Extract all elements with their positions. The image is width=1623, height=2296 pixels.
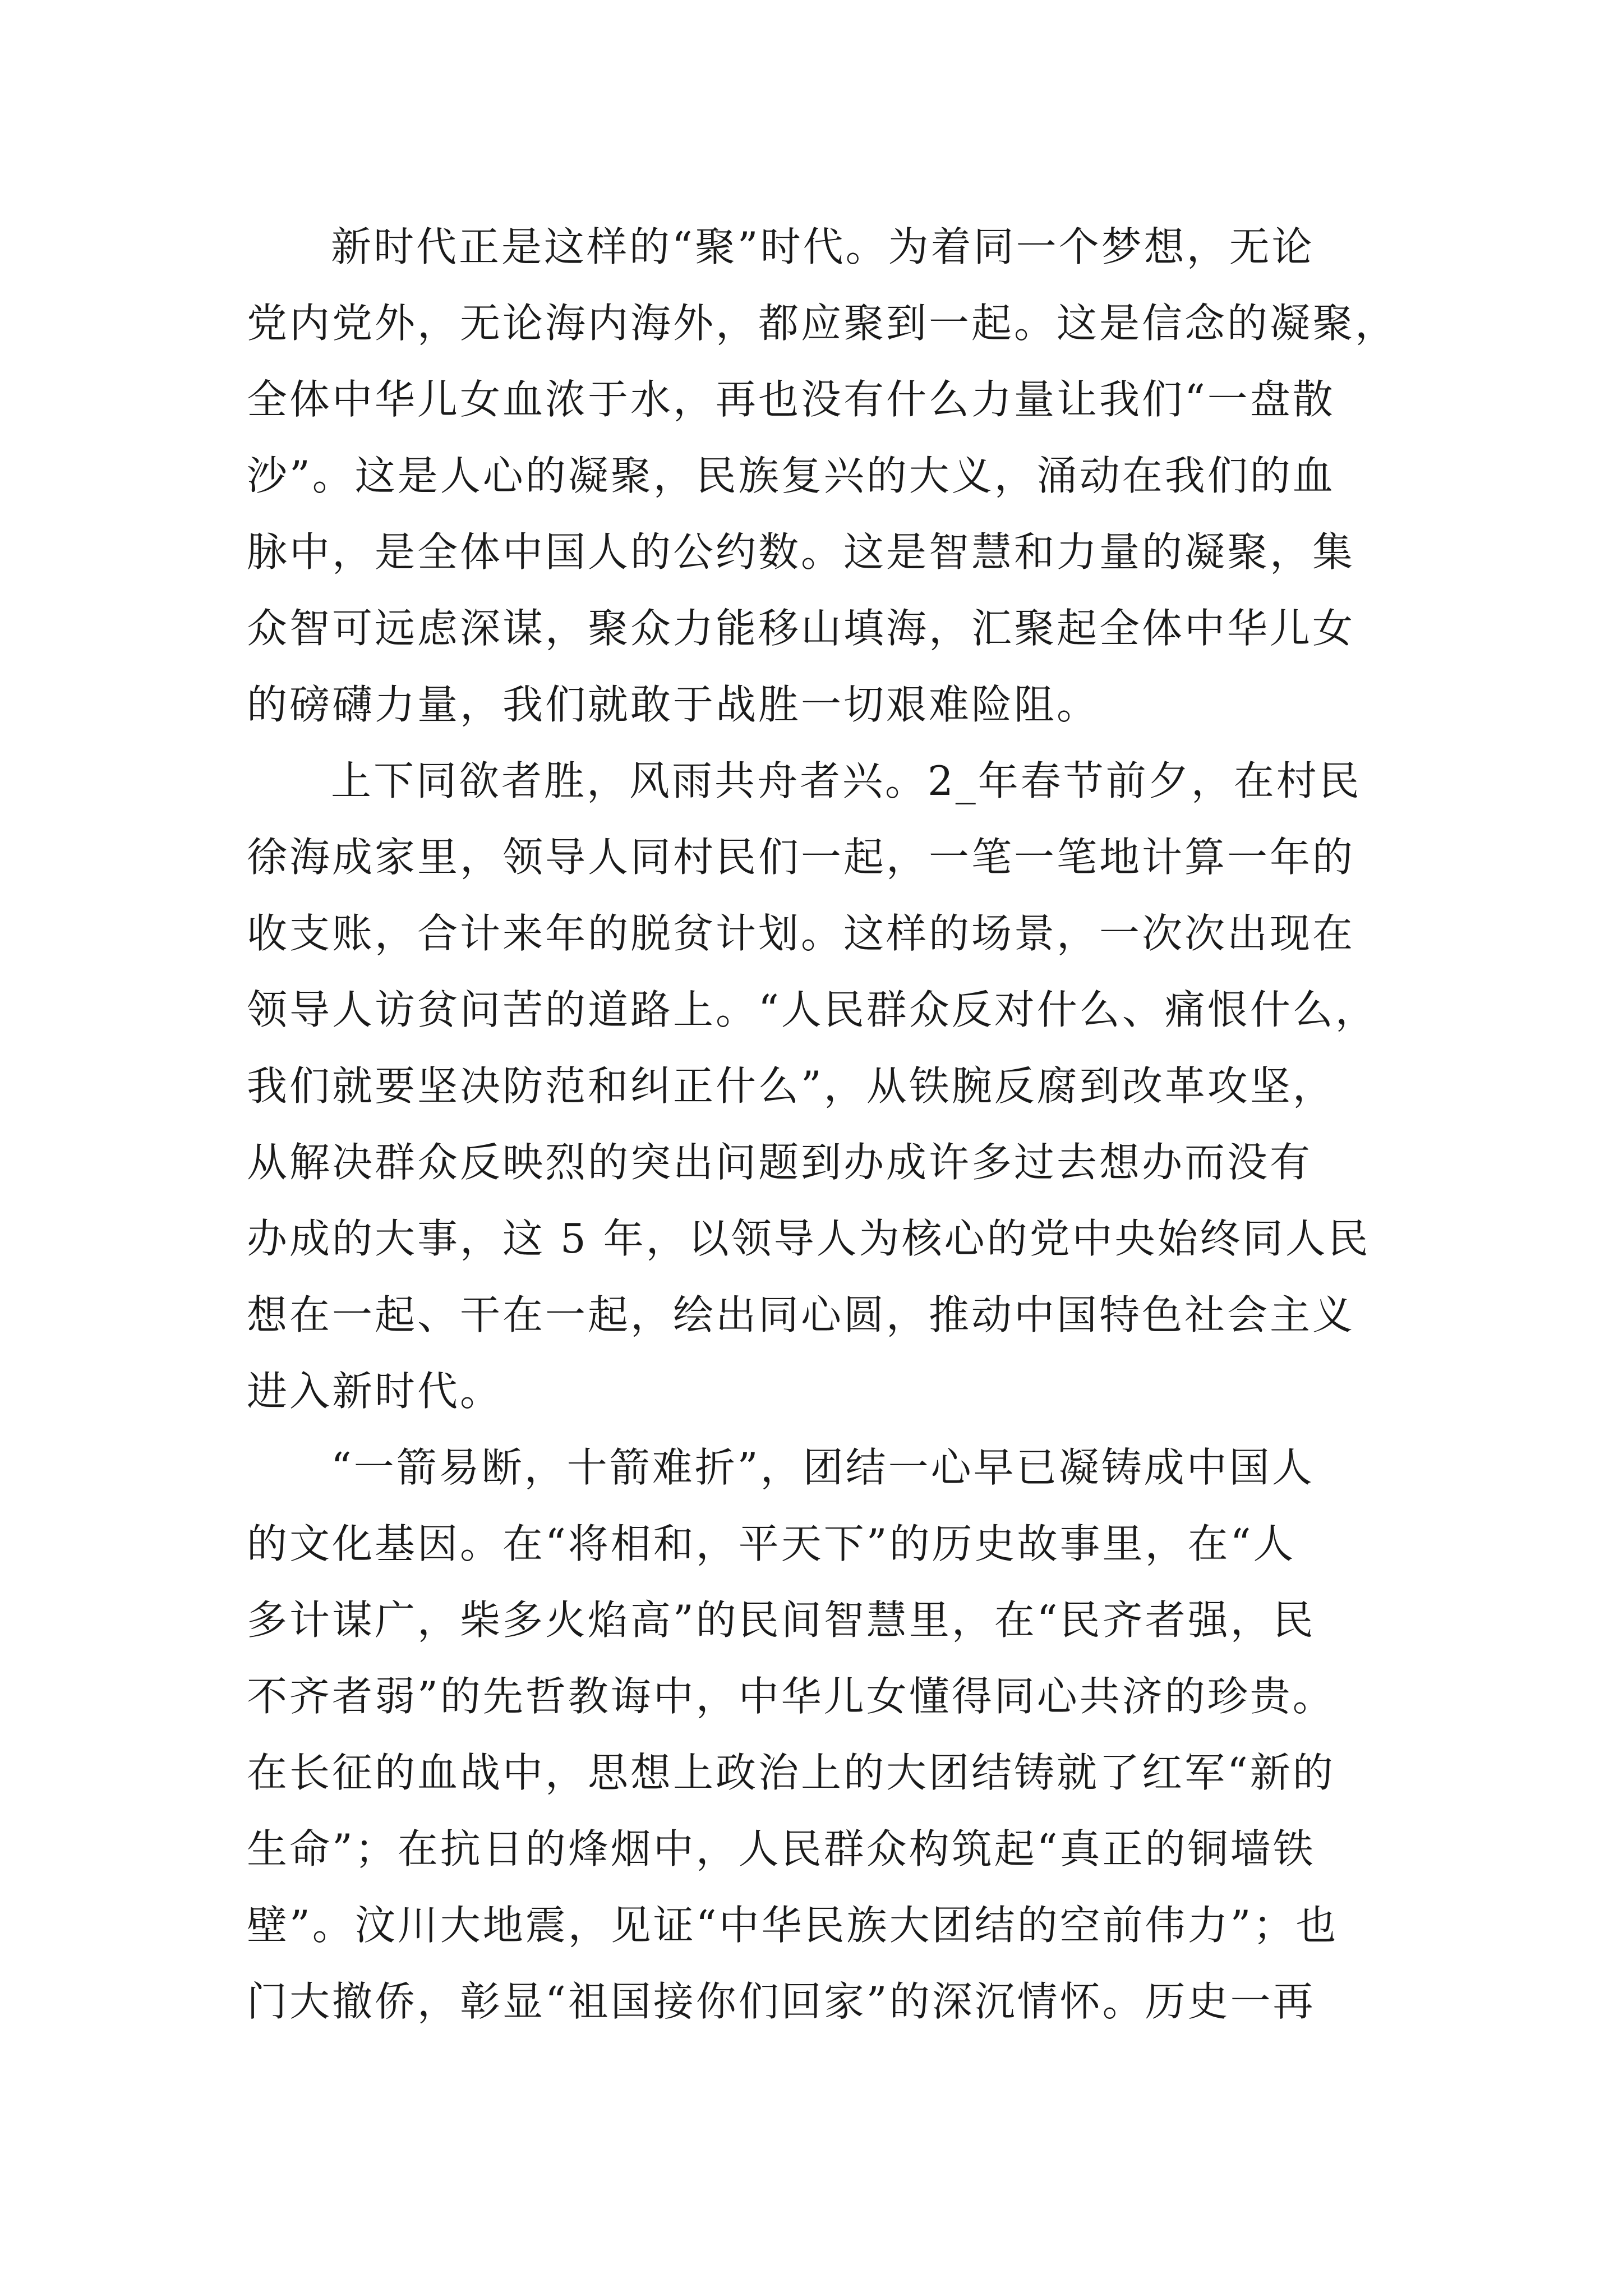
document-body xyxy=(247,209,1398,2040)
paragraph-2-line-1: 上下同欲者胜，风雨共舟者兴。2_年春节前夕，在村民 xyxy=(331,757,1362,804)
paragraph-2-line-8: 想在一起、干在一起，绘出同心圆，推动中国特色社会主义 xyxy=(247,1291,1355,1338)
paragraph-1-line-3: 全体中华儿女血浓于水，再也没有什么力量让我们“一盘散 xyxy=(247,376,1335,423)
paragraph-1-line-4: 沙”。这是人心的凝聚，民族复兴的大义，涌动在我们的血 xyxy=(247,452,1335,499)
paragraph-3-line-7: 壁”。汶川大地震，见证“中华民族大团结的空前伟力”；也 xyxy=(247,1902,1339,1949)
paragraph-2-line-9: 进入新时代。 xyxy=(247,1368,503,1415)
paragraph-3-line-2: 的文化基因。在“将相和，平天下”的历史故事里，在“人 xyxy=(247,1520,1296,1567)
paragraph-2-line-3: 收支账，合计来年的脱贫计划。这样的场景，一次次出现在 xyxy=(247,910,1355,957)
paragraph-3-line-5: 在长征的血战中，思想上政治上的大团结铸就了红军“新的 xyxy=(247,1749,1335,1796)
paragraph-3-line-4: 不齐者弱”的先哲教诲中，中华儿女懂得同心共济的珍贵。 xyxy=(247,1673,1335,1720)
paragraph-3-line-8: 门大撤侨，彰显“祖国接你们回家”的深沉情怀。历史一再 xyxy=(247,1978,1316,2025)
paragraph-1-line-2: 党内党外，无论海内海外，都应聚到一起。这是信念的凝聚， xyxy=(247,300,1398,347)
paragraph-2-line-4: 领导人访贫问苦的道路上。“人民群众反对什么、痛恨什么， xyxy=(247,986,1378,1033)
paragraph-3-line-3: 多计谋广，柴多火焰高”的民间智慧里，在“民齐者强，民 xyxy=(247,1596,1316,1644)
paragraph-3-line-6: 生命”；在抗日的烽烟中，人民群众构筑起“真正的铜墙铁 xyxy=(247,1825,1316,1872)
paragraph-2-line-7: 办成的大事，这 5 年，以领导人为核心的党中央始终同人民 xyxy=(247,1215,1371,1262)
paragraph-2-line-5: 我们就要坚决防范和纠正什么”，从铁腕反腐到改革攻坚， xyxy=(247,1062,1335,1110)
paragraph-3-line-1: “一箭易断，十箭难折”，团结一心早已凝铸成中国人 xyxy=(331,1444,1315,1491)
paragraph-1-line-6: 众智可远虑深谋，聚众力能移山填海，汇聚起全体中华儿女 xyxy=(247,605,1355,652)
paragraph-1-line-1: 新时代正是这样的“聚”时代。为着同一个梦想，无论 xyxy=(331,223,1315,270)
paragraph-2-line-6: 从解决群众反映烈的突出问题到办成许多过去想办而没有 xyxy=(247,1139,1313,1186)
paragraph-1-line-5: 脉中，是全体中国人的公约数。这是智慧和力量的凝聚，集 xyxy=(247,528,1355,576)
paragraph-1-line-7: 的磅礴力量，我们就敢于战胜一切艰难险阻。 xyxy=(247,681,1100,728)
paragraph-2-line-2: 徐海成家里，领导人同村民们一起，一笔一笔地计算一年的 xyxy=(247,834,1355,881)
